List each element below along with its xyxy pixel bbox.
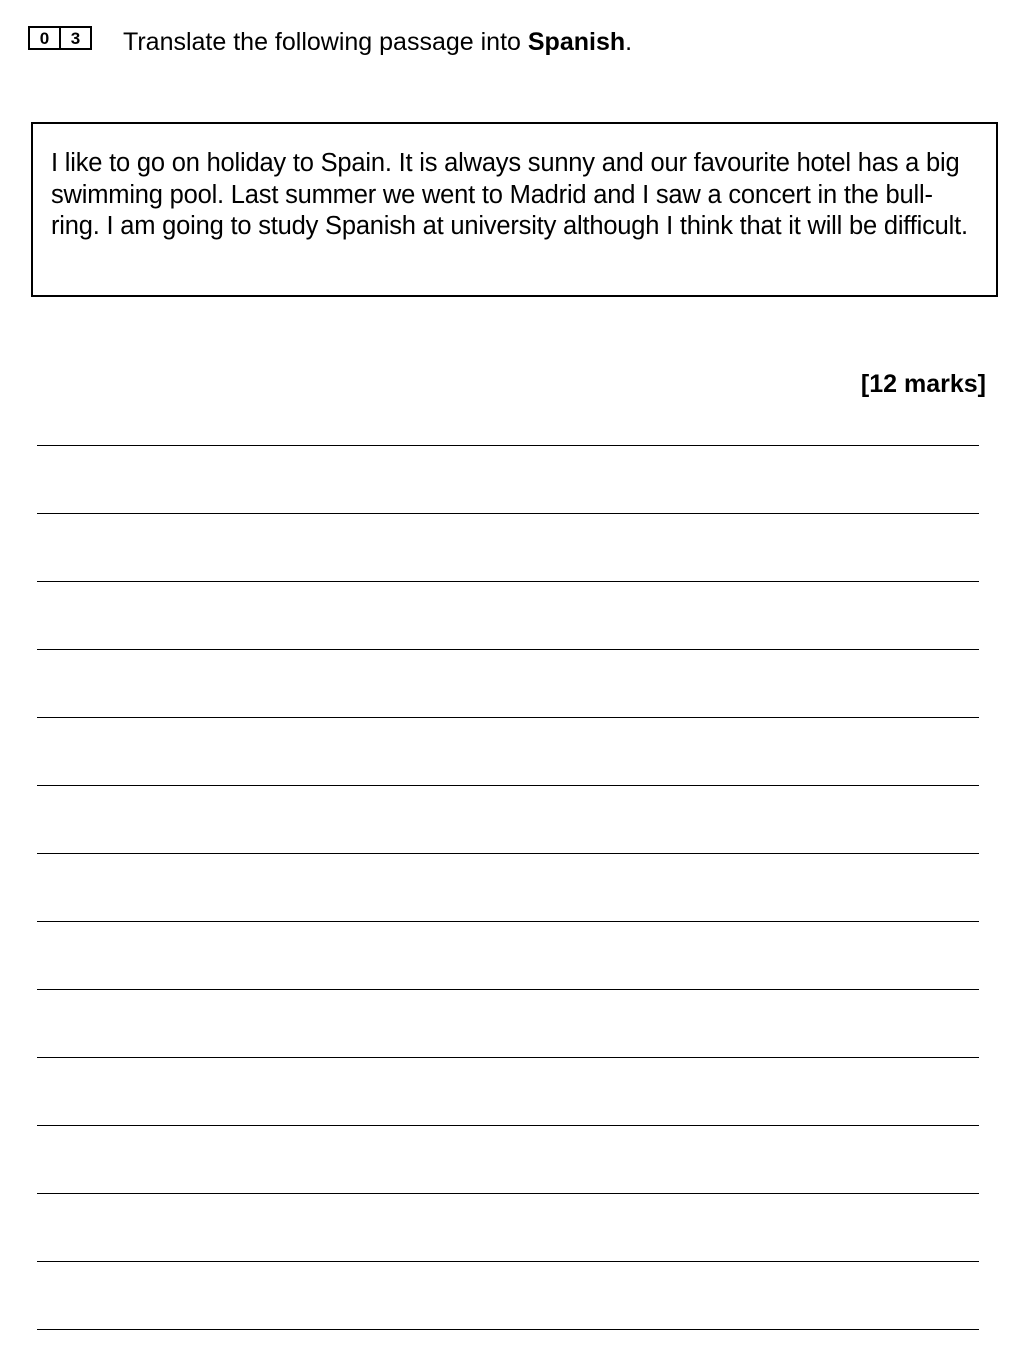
answer-line[interactable] (37, 513, 979, 514)
answer-line[interactable] (37, 1125, 979, 1126)
answer-line[interactable] (37, 989, 979, 990)
instruction-text: Translate the following passage into (123, 28, 528, 56)
passage-text: I like to go on holiday to Spain. It is always sunny and our favourite hotel has a big swimming pool. Last summer we went to Madrid and I saw a concert in the bull-ring. I am going to study Spanish at university although I think that it will be difficult. (51, 149, 968, 240)
marks-label: [12 marks] (860, 370, 986, 398)
instruction-target-language: Spanish (527, 28, 626, 56)
answer-line[interactable] (37, 1261, 979, 1262)
answer-line[interactable] (37, 853, 979, 854)
answer-line[interactable] (37, 717, 979, 718)
answer-line[interactable] (37, 445, 979, 446)
answer-line[interactable] (37, 1193, 979, 1194)
answer-line[interactable] (37, 785, 979, 786)
passage-box (31, 122, 998, 297)
question-number-box (28, 26, 92, 50)
answer-line[interactable] (37, 649, 979, 650)
question-number-digit: 0 (39, 28, 50, 48)
instruction-punctuation: . (625, 28, 633, 56)
answer-line[interactable] (37, 581, 979, 582)
answer-line[interactable] (37, 921, 979, 922)
answer-line[interactable] (37, 1057, 979, 1058)
question-number-digit: 3 (59, 28, 90, 48)
answer-line[interactable] (37, 1329, 979, 1330)
question-instruction (123, 27, 632, 57)
